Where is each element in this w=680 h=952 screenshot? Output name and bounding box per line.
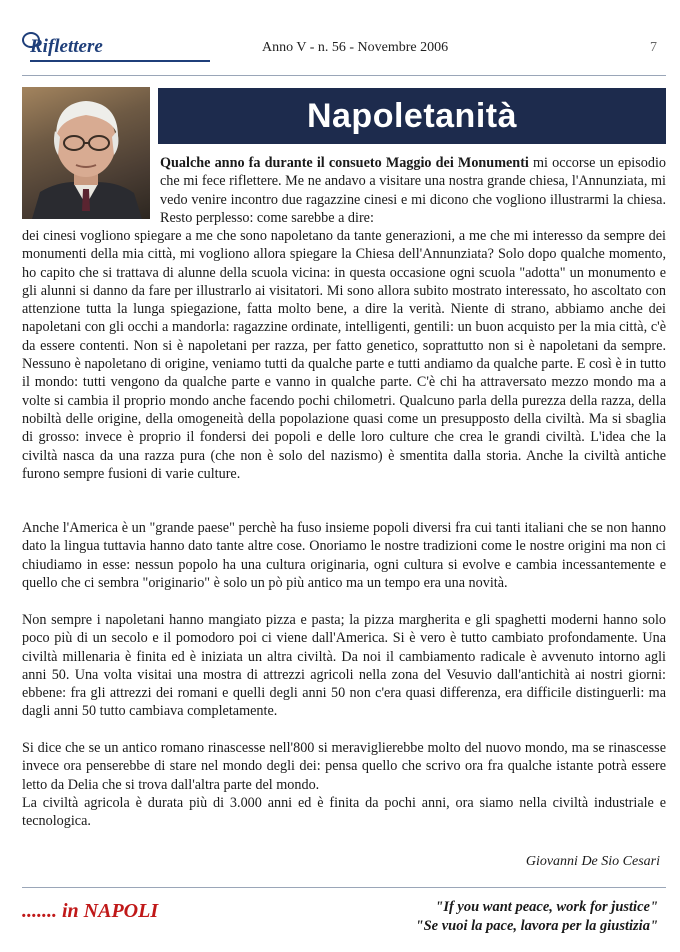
logo-underline xyxy=(30,60,210,62)
lead-bold-text: Qualche anno fa durante il consueto Maggio dei Monumenti xyxy=(160,155,529,171)
article-paragraph: Anche l'America è un "grande paese" perchè ha fuso insieme popoli diversi fra cui tanti italiani che se non hanno dato la lingua tuttavia hanno dato tante altre cose. Onoriamo le nostre tradizioni come le nostre origini ma non ci chiudiamo in esse: nessun popolo ha una cultura originaria, ogni cultura si evolve e cambia incessantemente e quello che ci sembra "originario" è solo un pò più antico ma un tempo era una novità. xyxy=(22,520,666,591)
logo-text: Riflettere xyxy=(30,36,103,57)
article-paragraph: La civiltà agricola è durata più di 3.000 anni ed è finita da pochi anni, ora siamo nella civiltà industriale e tecnologica. xyxy=(22,795,666,830)
article-paragraph: Si dice che se un antico romano rinascesse nell'800 si meraviglierebbe molto del nuovo mondo, ma se rinascesse invece ora penserebbe di stare nel mondo degli dei: pensa quello che scrivo ora fra qualche istante potrà essere letto da Delia che si trova dall'altra parte del mondo. xyxy=(22,740,666,793)
footer-quote-english: "If you want peace, work for justice" xyxy=(435,899,658,915)
footer-quote xyxy=(416,898,658,936)
article-author: Giovanni De Sio Cesari xyxy=(525,854,660,869)
article-lead xyxy=(160,154,666,227)
author-photo xyxy=(22,87,150,219)
lead-text: mi occorse un episodio che mi fece riflettere. Me ne andavo a visitare una nostra grande chiesa, l'Annunziata, mi vedo venire incontro due ragazzine cinesi e mi dicono che vogliono illustrarmi la chiesa. Resto perplesso: come sarebbe a dire: xyxy=(160,155,666,226)
header-divider xyxy=(22,75,666,76)
footer-quote-italian: "Se vuoi la pace, lavora per la giustizia" xyxy=(415,918,658,934)
article-paragraph: dei cinesi vogliono spiegare a me che sono napoletano da tante generazioni, a me che mi interesso da sempre dei monumenti della mia città, mi vogliono allora spiegare la Chiesa dell'Annunziata? Solo dopo qualche momento, ho capito che si trattava di alunne della scuola vicina: in questa occasione ogni scuola "adotta" un monumento e gli alunni si danno da fare per illustrarlo ai visitatori. Mi sono allora subito mostrato interessato, ho ascoltato con attenzione tutta la lunga spiegazione, fatta molto bene, a dire la verità. Niente di strano, abbiamo anche dei napoletani con gli occhi a mandorla: ragazzine ordinate, intelligenti, gentili: un buon acquisto per la mia città, c'è da essere contenti. Non si è napoletani per razza, per fatto genetico, soprattutto non si è napoletani da sempre. Nessuno è napoletano di origine, veniamo tutti da qualche parte e tutti andiamo da qualche parte. E così è in tutto il mondo: tutti vengono da qualche parte e vanno in qualche parte. C'è chi ha attraversato mezzo mondo ma a volte si cambia il proprio mondo anche facendo pochi chilometri. Qualcuno parla della purezza della razza, della nobiltà delle origine, della omogeneità della popolazione quasi come un presupposto della civiltà. Ma si sbaglia di grosso: invece è proprio il fondersi dei popoli e delle loro culture che crea le grandi civiltà. L'idea che la civiltà nasca da una razza pura (che non è solo del nazismo) è smentita dalla storia. Anche la civiltà antiche furono sempre fusioni di varie culture. xyxy=(22,228,666,482)
article-paragraph: Non sempre i napoletani hanno mangiato pizza e pasta; la pizza margherita e gli spaghetti moderni hanno solo poco più di un secolo e il pomodoro poi ci viene dall'America. Si è vero è tutto cambiato profondamente. Una civiltà millenaria è finita ed è iniziata un altra civiltà. Da noi il cambiamento radicale è avvenuto intorno agli anni 50. Una volta visitai una mostra di attrezzi agricoli nella zona del Vesuvio dall'antichità ai nostri giorni: ebbene: fra gli attrezzi dei romani e quelli degli anni 50 non c'era quasi differenza, era difficile distinguerli: ma dagli anni 50 tutto cambiava completamente. xyxy=(22,612,666,720)
title-banner xyxy=(158,88,666,144)
page-header xyxy=(0,0,680,80)
footer-divider xyxy=(22,887,666,888)
page-number: 7 xyxy=(650,40,657,55)
footer-section-label: ....... in NAPOLI xyxy=(22,900,159,922)
author-portrait-icon xyxy=(22,87,150,219)
article-title: Napoletanità xyxy=(306,96,518,135)
issue-info: Anno V - n. 56 - Novembre 2006 xyxy=(262,40,449,55)
magazine-logo xyxy=(22,30,192,66)
